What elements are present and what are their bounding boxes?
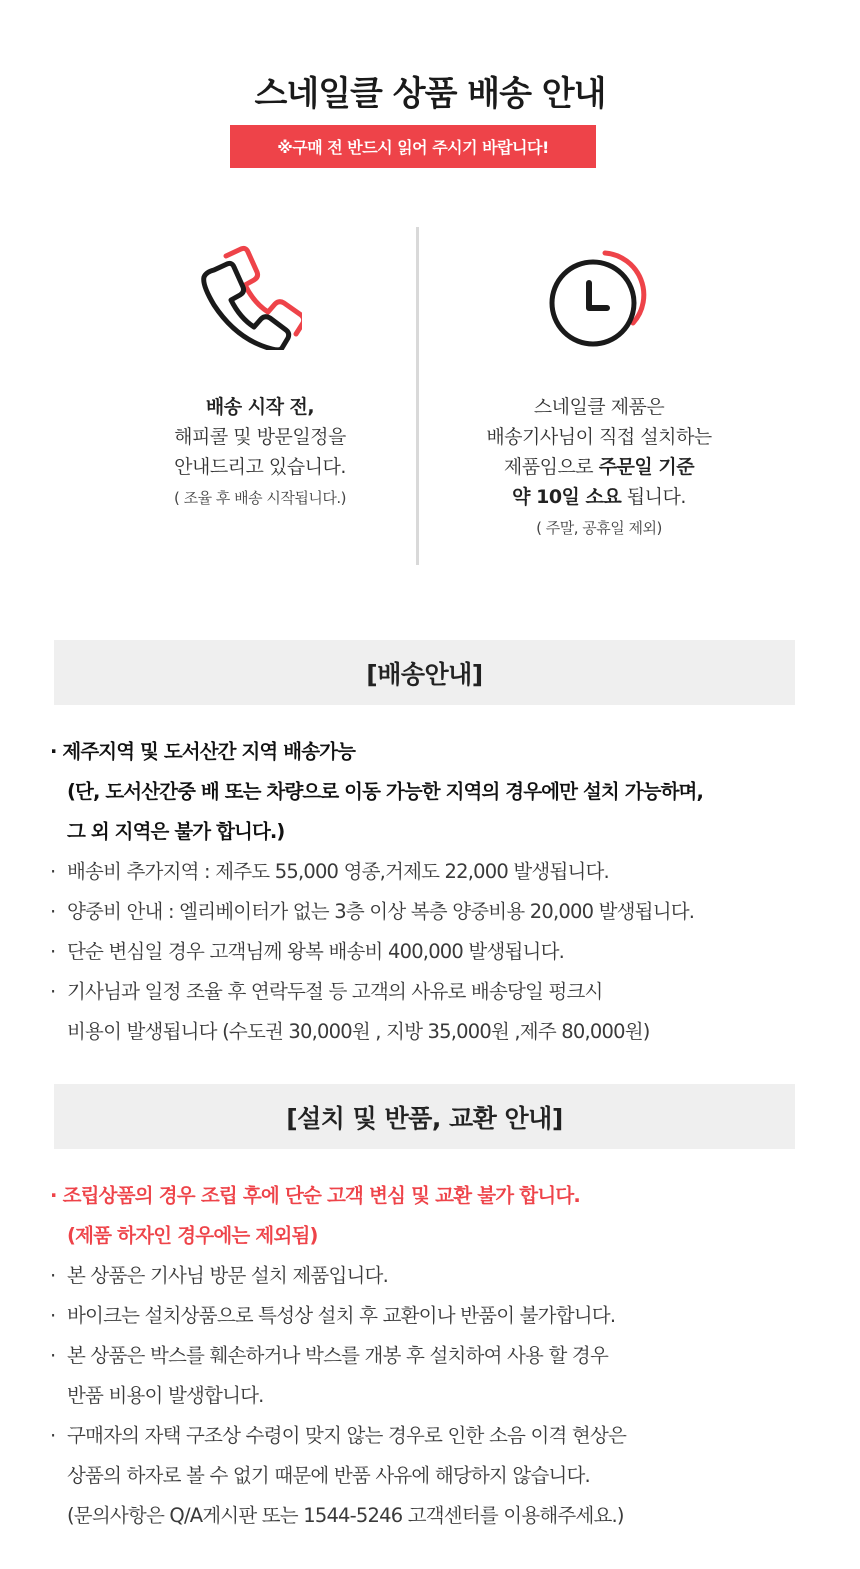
delivery-bold-line-2: (단, 도서산간중 배 또는 차량으로 이동 가능한 지역의 경우에만 설치 가능하며, — [67, 780, 703, 803]
delivery-item-2: · 양중비 안내 : 엘리베이터가 없는 3층 이상 복층 양중비용 20,000 발생됩니다. — [50, 900, 695, 923]
column-divider — [416, 227, 419, 565]
right-line-4-text: 됩니다. — [621, 486, 686, 508]
install-item-2-text: 바이크는 설치상품으로 특성상 설치 후 교환이나 반품이 불가합니다. — [67, 1304, 616, 1327]
right-line-1: 스네일클 제품은 — [533, 396, 665, 418]
page-title: 스네일클 상품 배송 안내 — [254, 74, 606, 114]
install-item-2: · 바이크는 설치상품으로 특성상 설치 후 교환이나 반품이 불가합니다. — [50, 1304, 616, 1327]
delivery-item-4-text: 기사님과 일정 조율 후 연락두절 등 고객의 사유로 배송당일 펑크시 — [67, 980, 603, 1003]
delivery-item-3: · 단순 변심일 경우 고객님께 왕복 배송비 400,000 발생됩니다. — [50, 940, 565, 963]
right-note — [530, 516, 668, 540]
delivery-heading: [배송안내] — [54, 640, 795, 705]
delivery-item-4-cont: 비용이 발생됩니다 (수도권 30,000원 , 지방 35,000원 ,제주 80,000원) — [67, 1020, 650, 1043]
install-list — [50, 1176, 840, 1536]
left-line-1: 배송 시작 전, — [205, 396, 315, 418]
right-line-4-bold: 약 10일 소요 — [512, 486, 622, 508]
right-line-3 — [449, 452, 749, 482]
delivery-item-1: · 배송비 추가지역 : 제주도 55,000 영종,거제도 22,000 발생됩니다. — [50, 860, 609, 883]
right-line-2: 배송기사님이 직접 설치하는 — [486, 426, 712, 448]
delivery-item-4: · 기사님과 일정 조율 후 연락두절 등 고객의 사유로 배송당일 펑크시 — [50, 980, 603, 1003]
clock-icon — [545, 245, 655, 350]
install-item-4-cont-1: 상품의 하자로 볼 수 없기 때문에 반품 사유에 해당하지 않습니다. — [67, 1464, 590, 1487]
install-item-3-text: 본 상품은 박스를 훼손하거나 박스를 개봉 후 설치하여 사용 할 경우 — [67, 1344, 608, 1367]
install-item-3: · 본 상품은 박스를 훼손하거나 박스를 개봉 후 설치하여 사용 할 경우 — [50, 1344, 608, 1367]
delivery-list — [50, 732, 840, 1052]
delivery-item-2-text: 양중비 안내 : 엘리베이터가 없는 3층 이상 복층 양중비용 20,000 발생됩니다. — [67, 900, 695, 923]
right-line-4 — [449, 482, 749, 512]
install-red-line-2: (제품 하자인 경우에는 제외됨) — [67, 1224, 318, 1247]
install-heading: [설치 및 반품, 교환 안내] — [54, 1084, 795, 1149]
right-info-column — [449, 392, 749, 542]
install-item-3-cont: 반품 비용이 발생합니다. — [67, 1384, 264, 1407]
phone-icon — [192, 245, 302, 350]
delivery-item-3-text: 단순 변심일 경우 고객님께 왕복 배송비 400,000 발생됩니다. — [67, 940, 565, 963]
install-item-4-text: 구매자의 자택 구조상 수령이 맞지 않는 경우로 인한 소음 이격 현상은 — [67, 1424, 627, 1447]
notice-banner: ※구매 전 반드시 읽어 주시기 바랍니다! — [230, 125, 596, 168]
left-line-2: 해피콜 및 방문일정을 — [174, 426, 346, 448]
right-line-3-bold: 주문일 기준 — [598, 456, 695, 478]
install-item-4-cont-2: (문의사항은 Q/A게시판 또는 1544-5246 고객센터를 이용해주세요.) — [67, 1504, 624, 1527]
install-item-1: · 본 상품은 기사님 방문 설치 제품입니다. — [50, 1264, 388, 1287]
right-note-text: ( 주말, 공휴일 제외) — [536, 519, 662, 537]
delivery-bold-line-3: 그 외 지역은 불가 합니다.) — [67, 820, 285, 843]
left-note — [168, 486, 352, 510]
install-item-4: · 구매자의 자택 구조상 수령이 맞지 않는 경우로 인한 소음 이격 현상은 — [50, 1424, 627, 1447]
left-info-column — [110, 392, 410, 512]
left-line-3: 안내드리고 있습니다. — [174, 456, 346, 478]
delivery-bold-line-1: · 제주지역 및 도서산간 지역 배송가능 — [50, 740, 356, 763]
delivery-item-1-text: 배송비 추가지역 : 제주도 55,000 영종,거제도 22,000 발생됩니다. — [67, 860, 609, 883]
install-item-1-text: 본 상품은 기사님 방문 설치 제품입니다. — [67, 1264, 388, 1287]
left-note-text: ( 조율 후 배송 시작됩니다.) — [174, 489, 346, 507]
right-line-3-text: 제품임으로 — [503, 456, 599, 478]
install-red-line-1: · 조립상품의 경우 조립 후에 단순 고객 변심 및 교환 불가 합니다. — [50, 1184, 581, 1207]
